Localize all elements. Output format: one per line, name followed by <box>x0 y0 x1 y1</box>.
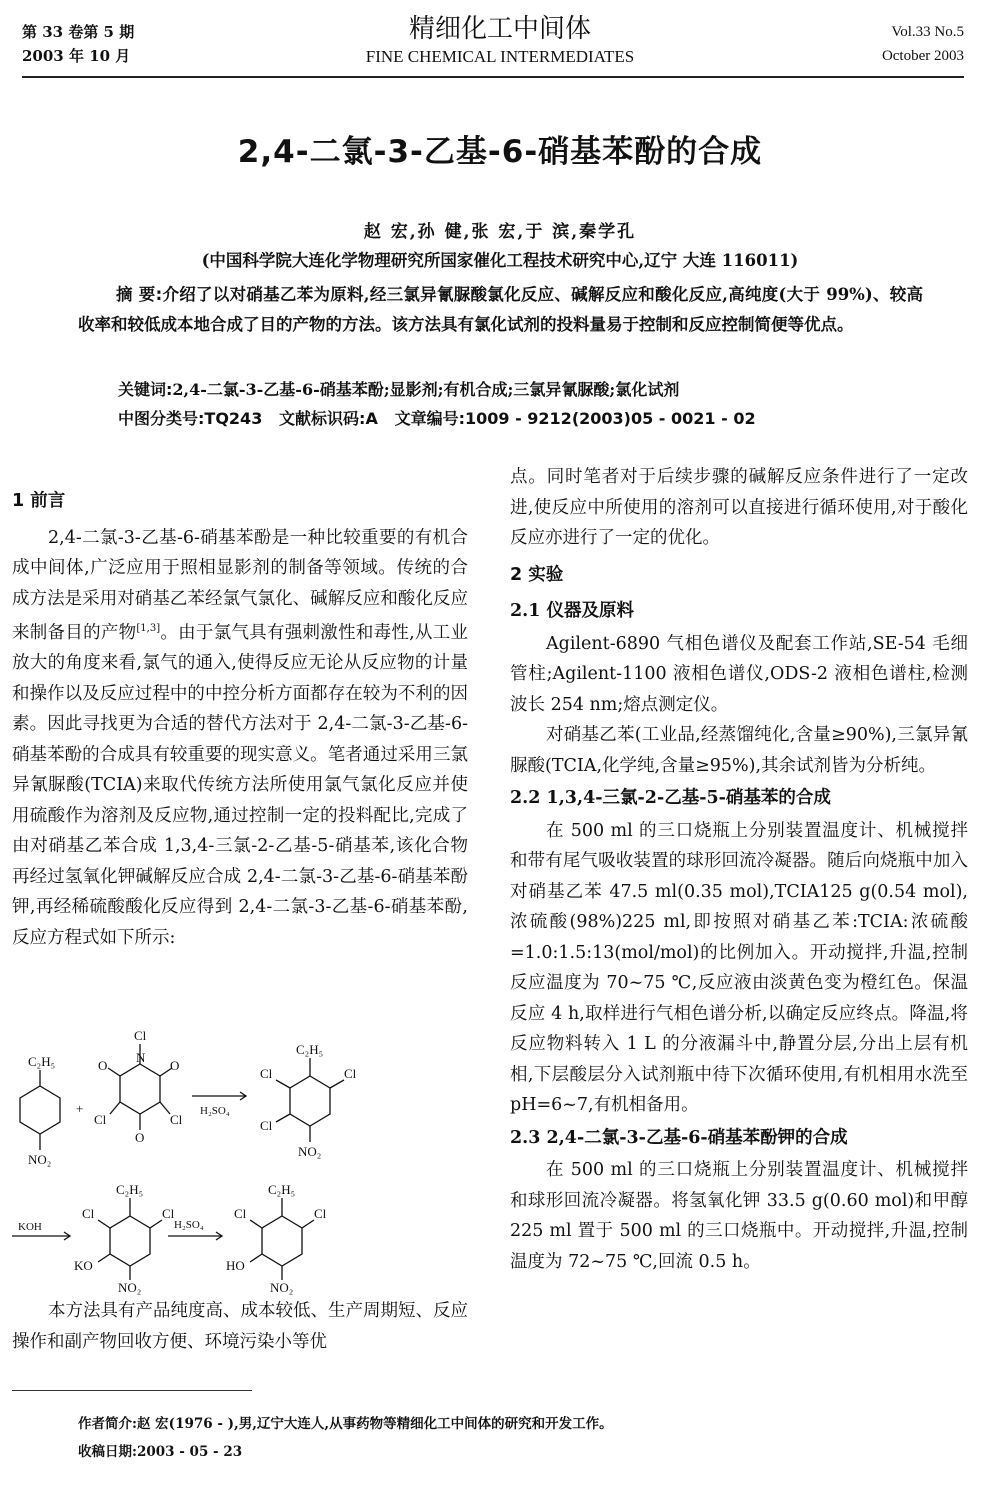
abstract <box>78 280 923 340</box>
benzene-ring-4 <box>262 1216 302 1266</box>
nitro-label-4: NO₂ <box>270 1280 294 1295</box>
authors: 赵 宏,孙 健,张 宏,于 滨,秦学孔 <box>363 222 637 242</box>
received-date-label: 收稿日期: <box>78 1444 137 1460</box>
author-bio-text: 赵 宏(1976 - ),男,辽宁大连人,从事药物等精细化工中间体的研究和开发工作。 <box>136 1416 613 1432</box>
keywords-label: 关键词: <box>118 380 173 399</box>
cl-label-2a: Cl <box>260 1066 273 1081</box>
nitro-label: NO₂ <box>28 1152 52 1167</box>
article-id-label: 文章编号: <box>394 409 465 428</box>
volume-en: Vol.33 No.5 <box>891 24 964 40</box>
tcia-cl-top: Cl <box>134 1028 147 1043</box>
advantages-paragraph: 本方法具有产品纯度高、成本较低、生产周期短、反应操作和副产物回收方便、环境污染小等优 <box>12 1301 468 1352</box>
issue-date: 2003 年 10 月 <box>22 47 131 65</box>
cl-label-3a: Cl <box>82 1206 95 1221</box>
tcia-o-bottom: O <box>135 1130 145 1145</box>
received-date <box>78 1438 613 1466</box>
nitro-label-3: NO₂ <box>118 1280 142 1295</box>
section-2-3-heading: 2.3 2,4-二氯-3-乙基-6-硝基苯酚钾的合成 <box>510 1127 848 1148</box>
affiliation: (中国科学院大连化学物理研究所国家催化工程技术研究中心,辽宁 大连 116011) <box>201 251 799 270</box>
reaction-scheme <box>10 1018 480 1298</box>
cl-label-2c: Cl <box>260 1118 273 1133</box>
ethyl-label-2: C₂H₅ <box>296 1042 324 1057</box>
section-2-1-heading: 2.1 仪器及原料 <box>510 601 635 621</box>
issue-volume: 第 33 卷第 5 期 <box>22 23 135 41</box>
ho-label: HO <box>226 1258 245 1273</box>
intro-text-b: 。由于氯气具有强刺激性和毒性,从工业放大的角度来看,氯气的通入,使得反应无论从反应物的计量和操作以及反应过程中的中控分析方面都存在较为不利的因素。因此寻找更为合适的替代方法对于 2,4-二氯-3-乙基-6-硝基苯酚的合成具有较重要的现实意义。笔者通过采用三氯异氰脲酸(TCIA)来取代传统方法所使用氯气氯化反应并使用硫酸作为溶剂及反应物,通过控制一定的投料配比,完成了由对硝基乙苯合成 1,3,4-三氯-2-乙基-5-硝基苯,该化合物再经过氢氧化钾碱解反应合成 2,4-二氯-3-乙基-6-硝基苯酚钾,再经稀硫酸酸化反应得到 2,4-二氯-3-乙基-6-硝基苯酚,反应方程式如下所示: <box>12 622 469 948</box>
clc-code: TQ243 <box>204 409 263 428</box>
ethyl-label: C₂H₅ <box>28 1054 56 1069</box>
clc-label: 中图分类号: <box>118 409 205 428</box>
plus-sign: + <box>76 1101 84 1116</box>
tcia-o-left: O <box>98 1058 108 1073</box>
benzene-ring-3 <box>110 1216 150 1266</box>
received-date-value: 2003 - 05 - 23 <box>136 1444 243 1460</box>
section-1-paragraph <box>12 523 468 954</box>
header-rule <box>22 76 964 78</box>
left-column <box>12 480 468 953</box>
nitro-label-2: NO₂ <box>298 1144 322 1159</box>
ethyl-label-4: C₂H₅ <box>268 1182 296 1197</box>
paper-title: 2,4-二氯-3-乙基-6-硝基苯酚的合成 <box>237 134 763 170</box>
article-id: 1009 - 9212(2003)05 - 0021 - 02 <box>464 409 756 428</box>
reagent-h2so4-2: H₂SO₄ <box>174 1219 204 1231</box>
tcia-n-top: N <box>136 1050 146 1065</box>
date-en: October 2003 <box>881 48 964 64</box>
doc-code: A <box>365 409 378 428</box>
cl-label-2b: Cl <box>344 1066 357 1081</box>
journal-name-en: FINE CHEMICAL INTERMEDIATES <box>365 47 635 66</box>
benzene-ring-2 <box>290 1076 330 1126</box>
abstract-text: 介绍了以对硝基乙苯为原料,经三氯异氰脲酸氯化反应、碱解反应和酸化反应,高纯度(大于 99%)、较高收率和较低成本地合成了目的产物的方法。该方法具有氯化试剂的投料量易于控制和反应控制简便等优点。 <box>78 285 923 334</box>
tcia-cl-left: Cl <box>94 1112 107 1127</box>
reagent-h2so4-1: H₂SO₄ <box>200 1105 230 1117</box>
citation: [1,3] <box>136 623 161 634</box>
keywords <box>118 375 679 405</box>
issue-info-en <box>882 20 964 68</box>
tcia-cl-right: Cl <box>170 1112 183 1127</box>
synthesis-2-paragraph: 在 500 ml 的三口烧瓶上分别装置温度计、机械搅拌和球形回流冷凝器。将氢氧化钾 33.5 g(0.60 mol)和甲醇 225 ml 置于 500 ml 的三口烧瓶中。开动搅拌,升温,控制温度为 72~75 ℃,回流 0.5 h。 <box>510 1160 968 1272</box>
right-column <box>510 462 968 1277</box>
footnote <box>78 1410 613 1466</box>
cl-label-4b: Cl <box>314 1206 327 1221</box>
section-2-2-heading: 2.2 1,3,4-三氯-2-乙基-5-硝基苯的合成 <box>510 788 831 808</box>
materials-paragraph: 对硝基乙苯(工业品,经蒸馏纯化,含量≥90%),三氯异氰脲酸(TCIA,化学纯,含量≥95%),其余试剂皆为分析纯。 <box>510 725 968 776</box>
tcia-o-right: O <box>170 1058 180 1073</box>
issue-info <box>22 20 134 68</box>
left-column-bottom <box>12 1296 468 1357</box>
synthesis-1-paragraph: 在 500 ml 的三口烧瓶上分别装置温度计、机械搅拌和带有尾气吸收装置的球形回流冷凝器。随后向烧瓶中加入对硝基乙苯 47.5 ml(0.35 mol),TCIA125 g(0.54 mol),浓硫酸(98%)225 ml,即按照对硝基乙苯:TCIA:浓硫酸=1.0:1.5:13(mol/mol)的比例加入。开动搅拌,升温,控制反应温度为 70~75 ℃,反应液由淡黄色变为橙红色。保温反应 4 h,取样进行气相色谱分析,以确定反应终点。降温,将反应物料转入 1 L 的分液漏斗中,静置分层,分出上层有机相,下层酸层分入试剂瓶中待下次循环使用,有机相用水洗至 pH=6~7,有机相备用。 <box>510 820 968 1115</box>
keywords-text: 2,4-二氯-3-乙基-6-硝基苯酚;显影剂;有机合成;三氯异氰脲酸;氯化试剂 <box>172 380 680 399</box>
advantages-continued: 点。同时笔者对于后续步骤的碱解反应条件进行了一定改进,使反应中所使用的溶剂可以直接进行循环使用,对于酸化反应亦进行了一定的优化。 <box>510 467 968 548</box>
intro-text-a: 2,4-二氯-3-乙基-6-硝基苯酚是一种比较重要的有机合成中间体,广泛应用于照相显影剂的制备等领域。传统的合成方法是采用对硝基乙苯经氯气氯化、碱解反应和酸化反应来制备目的产物 <box>12 527 468 643</box>
ethyl-label-3: C₂H₅ <box>116 1182 144 1197</box>
cl-label-3b: Cl <box>162 1206 175 1221</box>
abstract-label: 摘 要: <box>116 285 163 304</box>
journal-name-cn: 精细化工中间体 <box>408 14 591 44</box>
instruments-paragraph: Agilent-6890 气相色谱仪及配套工作站,SE-54 毛细管柱;Agilent-1100 液相色谱仪,ODS-2 液相色谱柱,检测波长 254 nm;熔点测定仪。 <box>510 633 968 715</box>
author-bio <box>78 1410 613 1438</box>
tcia-ring <box>120 1064 160 1114</box>
section-2-heading: 2 实验 <box>510 564 564 585</box>
reagent-koh: KOH <box>18 1221 42 1233</box>
journal-name <box>300 12 700 68</box>
author-bio-label: 作者简介: <box>78 1416 137 1432</box>
ko-label: KO <box>74 1258 93 1273</box>
doc-code-label: 文献标识码: <box>279 409 366 428</box>
cl-label-4a: Cl <box>234 1206 247 1221</box>
classification <box>118 404 756 434</box>
footnote-rule <box>12 1390 252 1391</box>
benzene-ring-1 <box>20 1086 60 1134</box>
section-1-heading: 1 前言 <box>12 491 66 511</box>
